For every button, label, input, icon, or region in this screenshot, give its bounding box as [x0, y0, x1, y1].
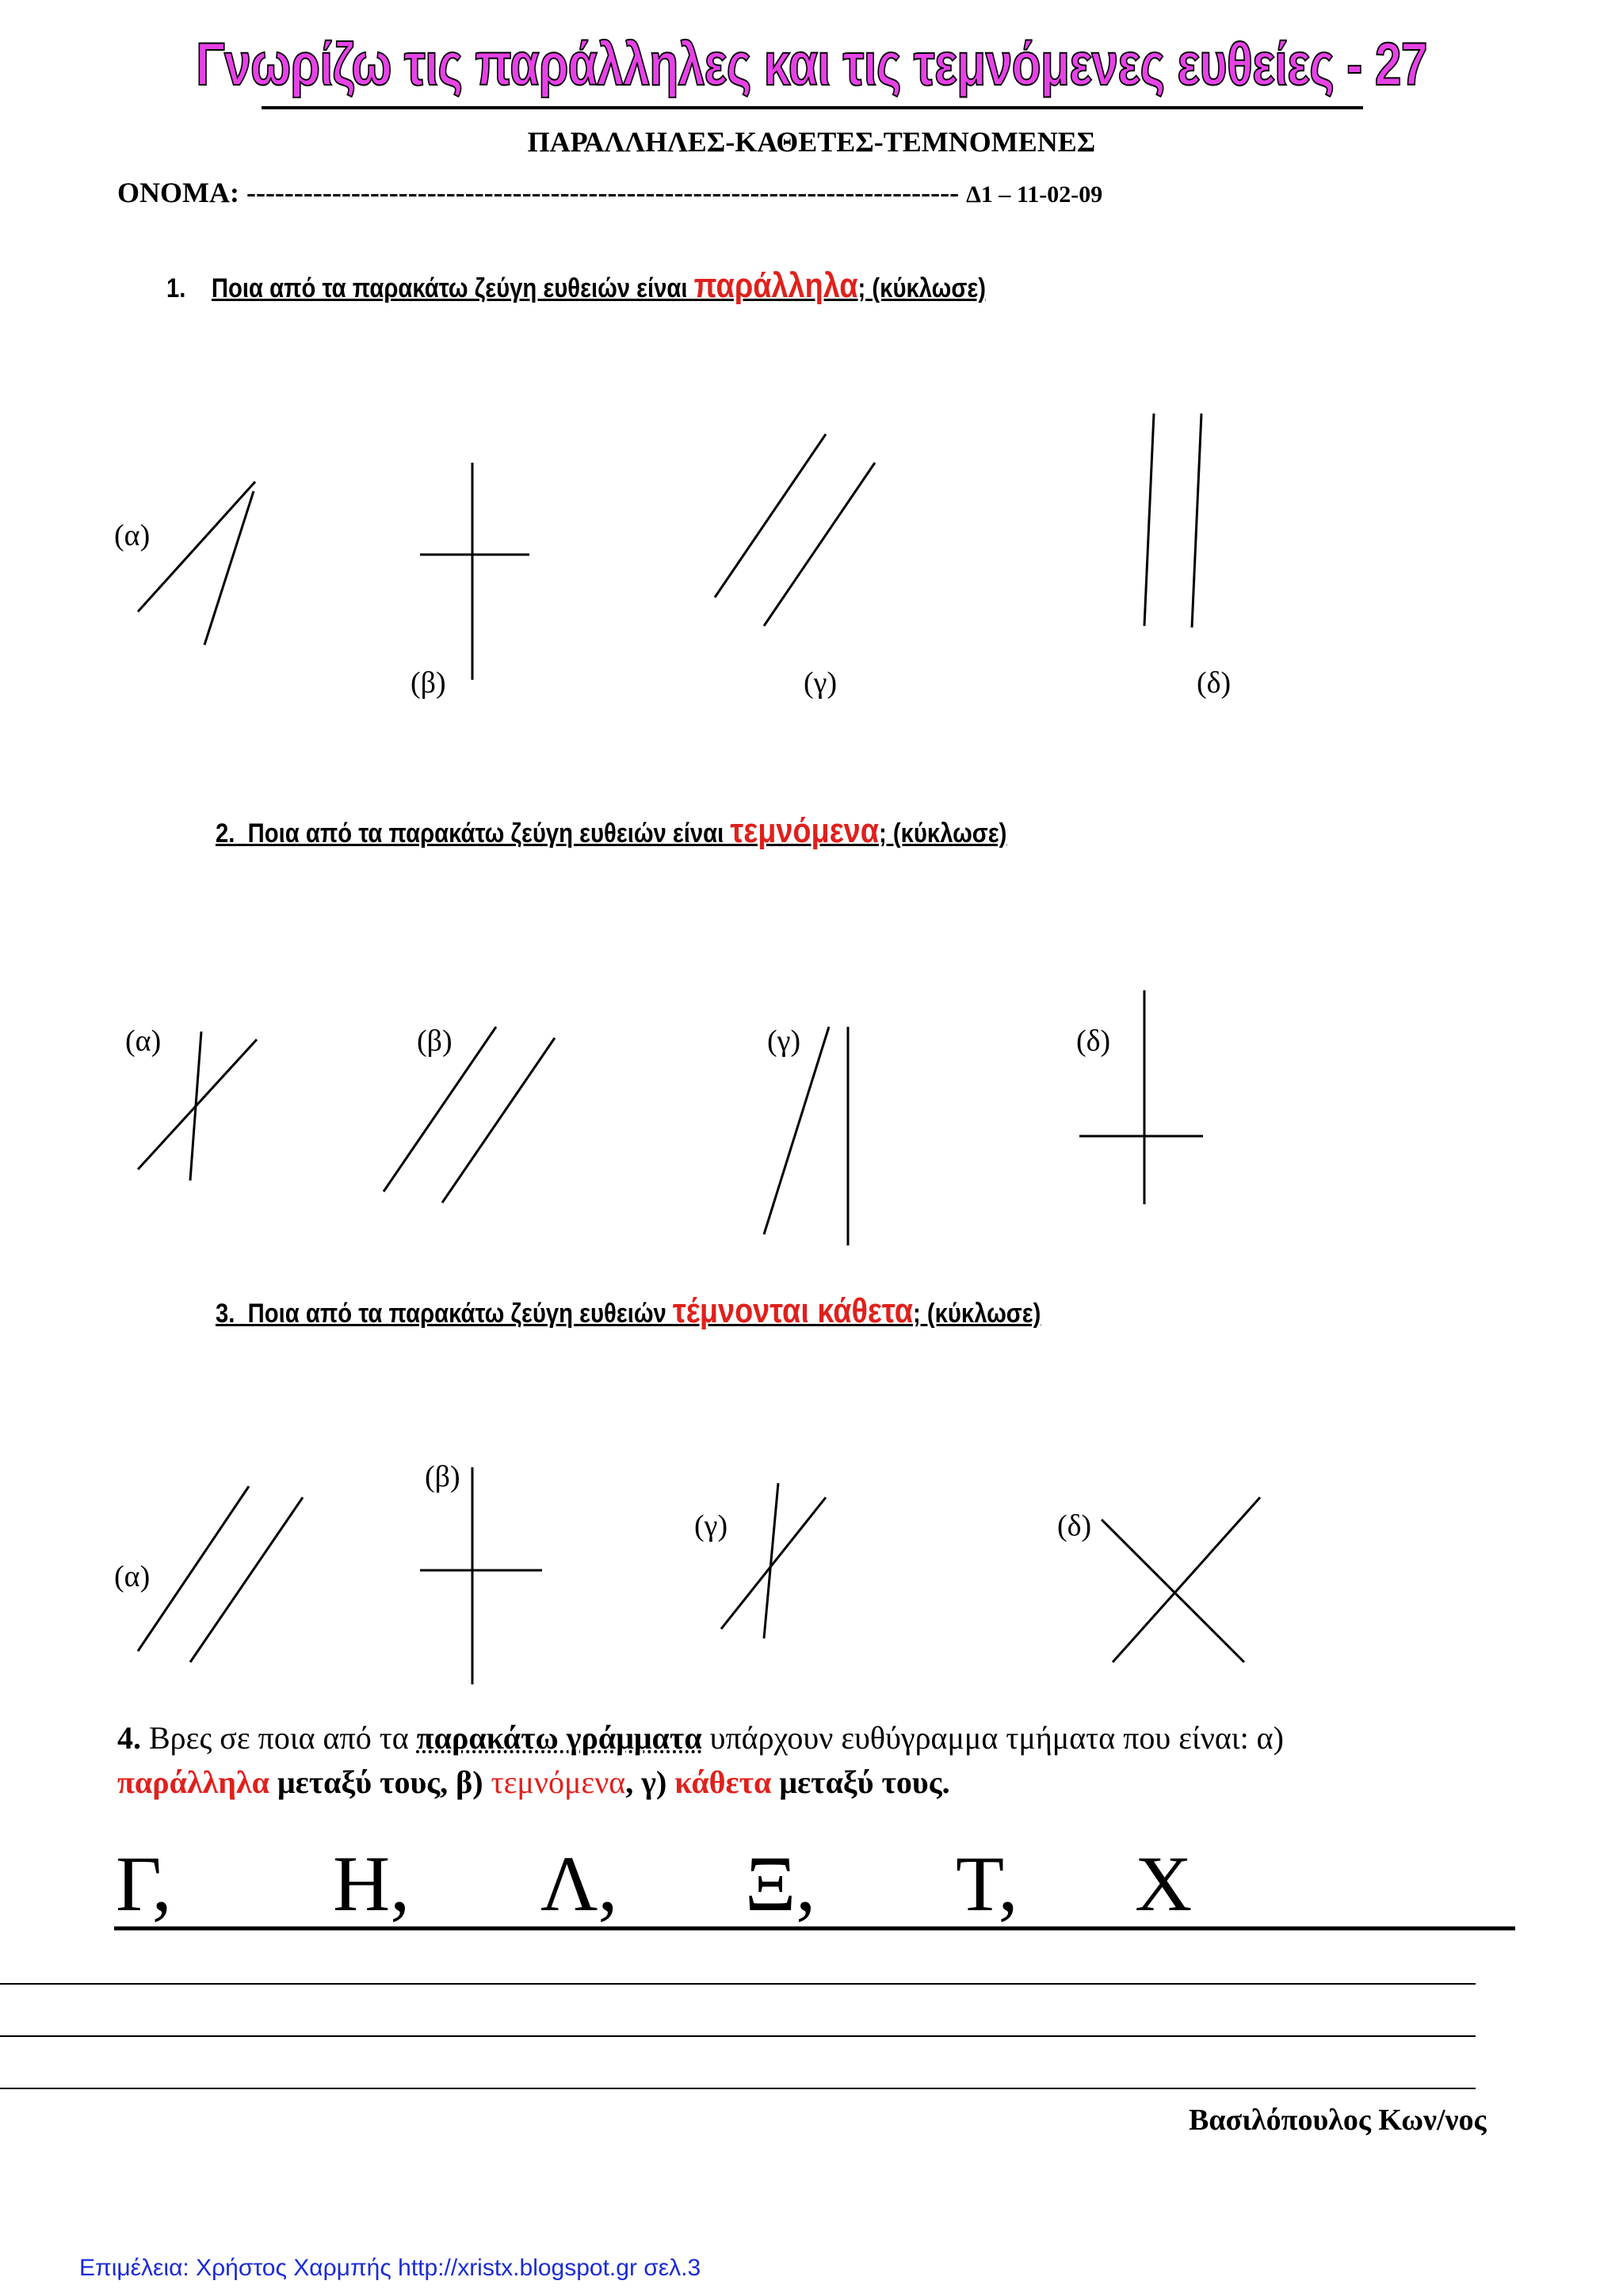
q1-c-line-1	[715, 434, 826, 597]
q3-d-line-2	[1113, 1497, 1260, 1662]
q1-figure-d	[1144, 414, 1201, 627]
question-3-text: 3. Ποια από τα παρακάτω ζεύγη ευθειών τέμνονται κάθετα; (κύκλωσε)	[216, 1291, 1041, 1330]
worksheet-code: Δ1 – 11-02-09	[966, 181, 1103, 208]
q2-b-line-2	[442, 1038, 555, 1203]
q2-label-d: (δ)	[1076, 1024, 1111, 1058]
question-4: 4. Βρες σε ποια από τα παρακάτω γράμματα υπάρχουν ευθύγραμμα τμήματα που είναι: α) παράλληλα μεταξύ τους, β) τεμνόμενα, γ) κάθετα μεταξύ τους.	[117, 1720, 1284, 1800]
q3-label-d: (δ)	[1057, 1509, 1092, 1543]
question-1-number: 1.	[166, 273, 186, 303]
page-footer: Επιμέλεια: Χρήστος Χαρμπής http://xristx.blogspot.gr σελ.3	[79, 2255, 701, 2281]
question-4-underlined: παρακάτω γράμματα	[416, 1720, 702, 1756]
q3-d-line-1	[1102, 1520, 1244, 1662]
q2-label-b: (β)	[417, 1024, 453, 1058]
letter-xi: Ξ,	[745, 1840, 816, 1928]
q3-a-line-2	[190, 1497, 303, 1662]
q1-d-line-1	[1144, 414, 1154, 626]
term-parallel: παράλληλα	[117, 1764, 269, 1800]
q3-c-line-2	[721, 1497, 826, 1629]
q1-figure-a	[138, 482, 255, 645]
question-4-number: 4.	[117, 1720, 141, 1756]
q1-label-c: (γ)	[804, 666, 838, 700]
page-title: Γνωρίζω τις παράλληλες και τις τεμνόμενες ευθείες - 27	[196, 31, 1427, 98]
question-2-highlight: τεμνόμενα	[730, 811, 879, 850]
question-2-text: 2. Ποια από τα παρακάτω ζεύγη ευθειών είναι τεμνόμενα; (κύκλωσε)	[216, 811, 1007, 850]
q1-figure-b	[420, 463, 529, 680]
letter-eta: Η,	[333, 1840, 411, 1928]
author-name: Βασιλόπουλος Κων/νος	[1189, 2103, 1487, 2137]
page-subtitle: ΠΑΡΑΛΛΗΛΕΣ-ΚΑΘΕΤΕΣ-ΤΕΜΝΟΜΕΝΕΣ	[527, 126, 1096, 158]
letter-tau: Τ,	[956, 1840, 1018, 1928]
letter-lambda: Λ,	[540, 1840, 618, 1928]
name-label: ΟΝΟΜΑ:	[117, 177, 239, 208]
letter-gamma: Γ,	[116, 1840, 172, 1928]
q2-a-line-2	[138, 1039, 257, 1169]
q2-figure-c	[764, 1027, 848, 1245]
q3-label-c: (γ)	[694, 1509, 728, 1543]
q3-figure-c	[721, 1483, 826, 1638]
q1-a-line-1	[138, 482, 255, 612]
question-1-highlight: παράλληλα	[693, 266, 858, 305]
q3-label-a: (α)	[114, 1560, 151, 1593]
q2-label-c: (γ)	[767, 1024, 801, 1058]
q1-figure-c	[715, 434, 875, 626]
q3-figure-d	[1102, 1497, 1260, 1662]
q1-label-a: (α)	[114, 519, 151, 552]
q1-label-b: (β)	[411, 666, 446, 700]
q3-a-line-1	[138, 1486, 249, 1651]
q2-label-a: (α)	[125, 1024, 162, 1058]
letter-chi: Χ	[1135, 1840, 1193, 1928]
q1-label-d: (δ)	[1197, 666, 1232, 700]
q3-figure-b	[420, 1467, 542, 1684]
q3-label-b: (β)	[425, 1460, 460, 1493]
question-1-text: Ποια από τα παρακάτω ζεύγη ευθειών είναι παράλληλα; (κύκλωσε)	[211, 266, 987, 305]
q2-figure-b	[384, 1027, 555, 1203]
q1-a-line-2	[204, 491, 254, 645]
q1-d-line-2	[1192, 414, 1201, 627]
term-intersecting: τεμνόμενα	[491, 1764, 626, 1800]
q3-figure-a	[138, 1486, 303, 1662]
q2-figure-d	[1079, 990, 1203, 1204]
q1-c-line-2	[764, 463, 875, 626]
name-blank: ---------------------------------------------------------------------------	[246, 177, 960, 208]
term-perpendicular: κάθετα	[674, 1764, 772, 1800]
question-3-highlight: τέμνονται κάθετα	[672, 1291, 913, 1330]
